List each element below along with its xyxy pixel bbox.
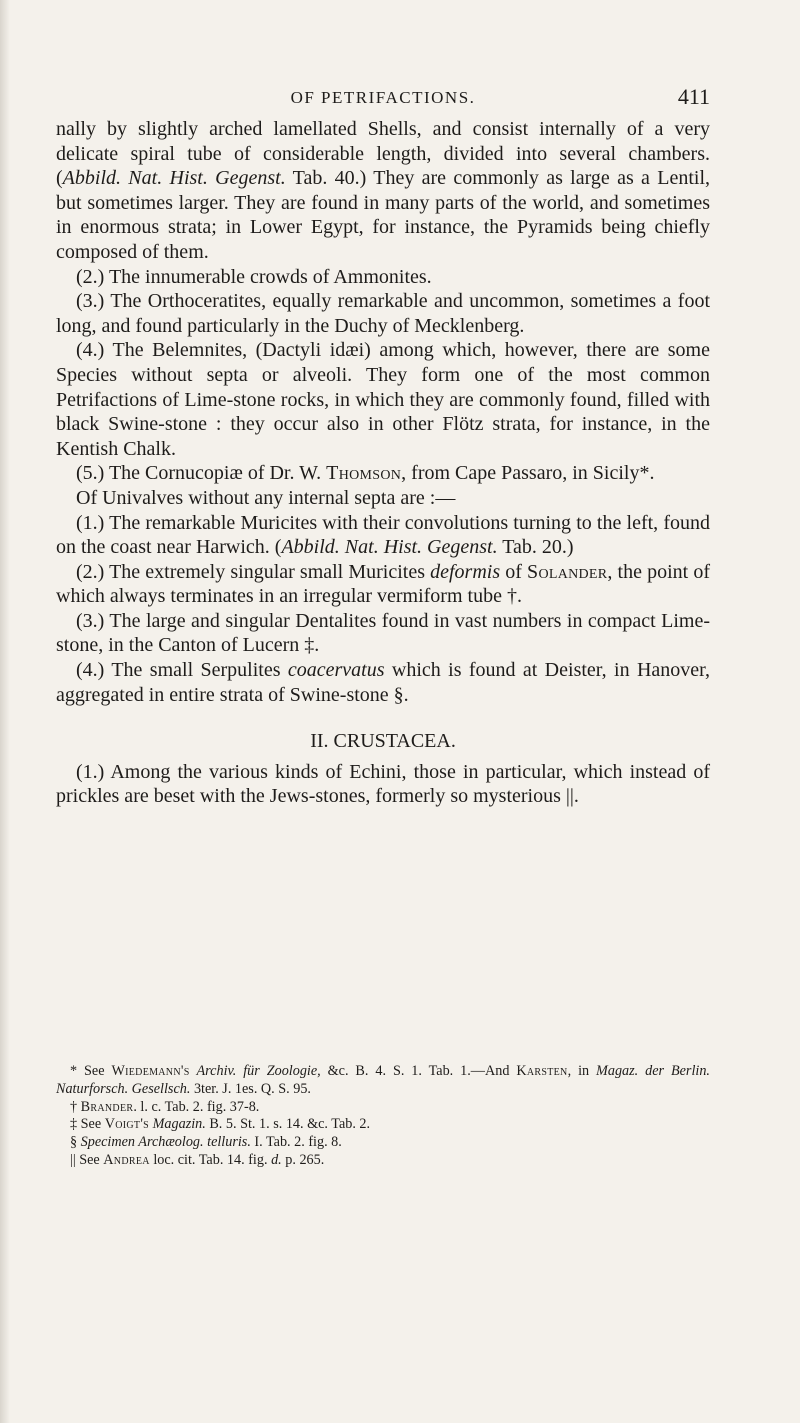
footnote-double-dagger: ‡ See Voigt's Magazin. B. 5. St. 1. s. 14. &c. Tab. 2. [70,1116,371,1133]
paragraph-echini: (1.) Among the various kinds of Echini, those in particular, which instead of prickles are beset with the Jews-stones, formerly so mysterious ||. [56,760,710,808]
species-italic: deformis [430,560,501,583]
footnote-parallel: || See Andrea loc. cit. Tab. 14. fig. d. p. 265. [70,1151,325,1168]
author-name: Thomson [326,462,402,485]
species-italic: coacervatus [287,659,385,682]
body-text [56,117,710,809]
paragraph-muricites-deformis: (2.) The extremely singular small Muricites deformis of Solander, the point of which always terminates in an irregular vermiform tube †. [56,560,710,608]
page-header [56,84,710,114]
running-head: OF PETRIFACTIONS. [290,88,476,107]
paragraph-muricites: (1.) The remarkable Muricites with their convolutions turning to the left, found on the coast near Harwich. (Abbild. Nat. Hist. Gegenst. Tab. 20.) [56,511,710,559]
page-number: 411 [677,84,710,109]
page-gutter [0,0,10,1423]
footnote-star: * See Wiedemann's Archiv. für Zoologie, &c. B. 4. S. 1. Tab. 1.—And Karsten, in Magaz. der Berlin. Naturforsch. Gesellsch. 3ter. J. 1es. Q. S. 95. [56,1063,710,1097]
footnote-dagger: † Brander. l. c. Tab. 2. fig. 37-8. [70,1098,260,1115]
paragraph-dentalites: (3.) The large and singular Dentalites found in vast numbers in compact Lime-stone, in the Canton of Lucern ‡. [56,609,710,657]
paragraph-serpulites: (4.) The small Serpulites coacervatus which is found at Deister, in Hanover, aggregated in entire strata of Swine-stone §. [56,659,710,706]
author-name: Solander [527,560,608,583]
paragraph-cornucopiae: (5.) The Cornucopiæ of Dr. W. Thomson, from Cape Passaro, in Sicily*. [76,462,655,485]
paragraph-belemnites: (4.) The Belemnites, (Dactyli idæi) among which, however, there are some Species without septa or alveoli. They form one of the most common Petrifactions of Lime-stone rocks, in which they are commonly found, filled with black Swine-stone : they occur also in other Flötz strata, for instance, in the Kentish Chalk. [56,339,710,460]
footnote-section: § Specimen Archæolog. telluris. I. Tab. 2. fig. 8. [70,1134,342,1151]
paragraph-orthoceratites: (3.) The Orthoceratites, equally remarkable and uncommon, sometimes a foot long, and found particularly in the Duchy of Mecklenberg. [56,290,710,337]
footnotes [56,1063,710,1170]
paragraph-univalves-intro: Of Univalves without any internal septa are :— [76,486,456,509]
citation-italic: Abbild. Nat. Hist. Gegenst. [281,536,498,559]
section-heading: II. CRUSTACEA. [310,730,456,753]
paragraph-foraminifera-continued: nally by slightly arched lamellated Shells, and consist internally of a very delicate spiral tube of considerable length, divided into several chambers. (Abbild. Nat. Hist. Gegenst. Tab. 40.) They are commonly as large as a Lentil, but sometimes larger. They are found in many parts of the world, and sometimes in enormous strata; in Lower Egypt, for instance, the Pyramids being chiefly composed of them. [56,118,711,263]
paragraph-ammonites: (2.) The innumerable crowds of Ammonites. [76,265,432,288]
citation-italic: Abbild. Nat. Hist. Gegenst. [62,167,286,190]
